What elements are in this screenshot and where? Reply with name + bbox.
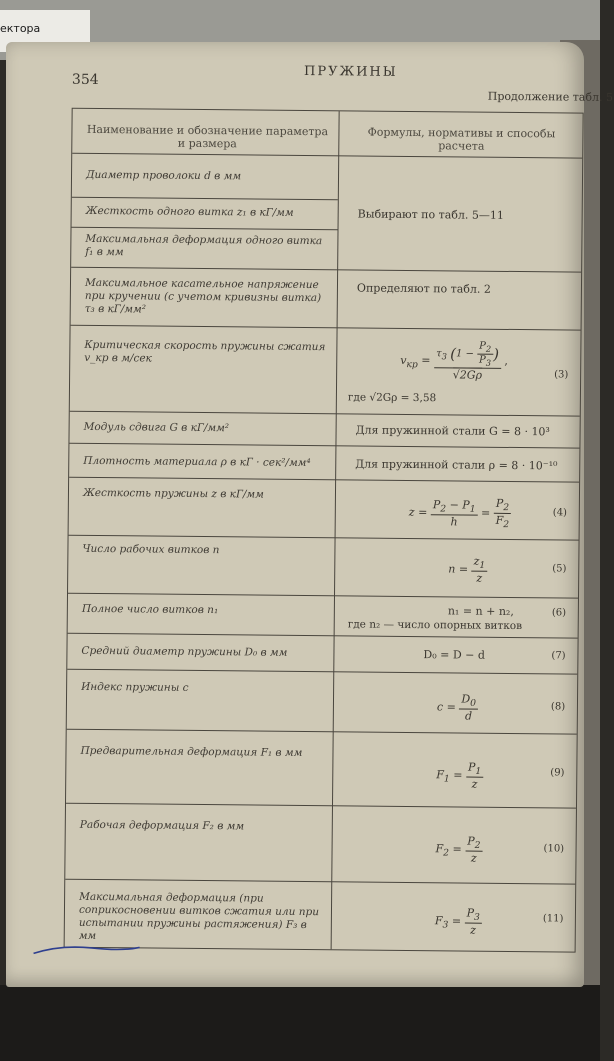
param-working-coils: Число рабочих витков n bbox=[82, 542, 220, 557]
spring-parameters-table bbox=[64, 108, 584, 953]
param-total-coils: Полное число витков n₁ bbox=[81, 602, 219, 617]
formula-spring-index: c = $\frac{D_0}{d}$ bbox=[437, 692, 478, 723]
param-shear-modulus: Модуль сдвига G в кГ/мм² bbox=[83, 420, 230, 435]
row-divider bbox=[68, 593, 578, 599]
formula-spring-stiffness: z = $\frac{P_2 - P_1}{h}$ = $\frac{P_2}{F_2}$ bbox=[409, 496, 512, 530]
column-header-parameter: Наименование и обозначение параметра и размера bbox=[86, 122, 329, 151]
scrap-text: ектора bbox=[0, 22, 41, 35]
formula-preload-deformation: $F_1$ = $\frac{P_1}{z}$ bbox=[436, 760, 483, 791]
row-divider bbox=[69, 443, 579, 449]
column-header-formulas: Формулы, нормативы и способы расчета bbox=[367, 125, 556, 153]
formula-select-from-table: Выбирают по табл. 5—11 bbox=[357, 207, 504, 222]
equation-number: (8) bbox=[550, 701, 566, 713]
formula-total-coils: n₁ = n + n₂, bbox=[447, 604, 514, 619]
param-material-density: Плотность материала ρ в кГ · сек²/мм⁴ bbox=[83, 454, 311, 470]
page-content bbox=[1, 39, 614, 990]
row-divider bbox=[66, 803, 576, 809]
row-divider bbox=[72, 197, 338, 201]
row-divider bbox=[68, 633, 578, 639]
equation-number: (6) bbox=[551, 607, 567, 619]
row-divider bbox=[67, 669, 577, 675]
equation-number: (4) bbox=[552, 507, 568, 519]
equation-number: (11) bbox=[542, 913, 564, 925]
running-title: ПРУЖИНЫ bbox=[303, 63, 398, 80]
equation-number: (9) bbox=[550, 767, 565, 779]
formula-material-density: Для пружинной стали ρ = 8 · 10⁻¹⁰ bbox=[355, 457, 558, 473]
book-page bbox=[6, 42, 614, 987]
param-spring-stiffness: Жесткость пружины z в кГ/мм bbox=[82, 486, 264, 501]
param-max-coil-deformation: Максимальная деформация одного витка f₁ в мм bbox=[85, 232, 323, 259]
ink-pen-mark bbox=[32, 939, 142, 960]
row-divider bbox=[72, 153, 582, 159]
param-max-shear-stress: Максимальное касательное напряжение при кручении (с учетом кривизны витка) τ₃ в кГ/мм² bbox=[84, 276, 322, 316]
total-coils-note: где n₂ — число опорных витков bbox=[347, 618, 523, 633]
row-divider bbox=[69, 477, 579, 483]
param-spring-index: Индекс пружины c bbox=[81, 680, 189, 694]
row-divider bbox=[65, 879, 575, 885]
param-mean-diameter: Средний диаметр пружины D₀ в мм bbox=[81, 644, 288, 659]
formula-critical-speed: $v_{кр}$ = $\tau_3$ (1 − $\frac{P_2}{P_3}$ ) √2Gρ , bbox=[400, 340, 509, 382]
param-critical-speed: Критическая скорость пружины сжатия v_кр в м/сек bbox=[84, 338, 326, 365]
equation-number: (7) bbox=[551, 650, 566, 662]
column-divider bbox=[331, 111, 340, 949]
row-divider bbox=[71, 325, 581, 331]
desk-surface bbox=[0, 985, 600, 1061]
page-number: 354 bbox=[71, 71, 99, 88]
formula-shear-stress: Определяют по табл. 2 bbox=[356, 281, 491, 296]
equation-number: (10) bbox=[543, 843, 565, 855]
formula-shear-modulus: Для пружинной стали G = 8 · 10³ bbox=[355, 423, 550, 439]
row-divider bbox=[70, 411, 580, 417]
formula-working-deformation: $F_2$ = $\frac{P_2}{z}$ bbox=[435, 834, 482, 865]
continuation-note: Продолжение табл. 5 bbox=[487, 89, 614, 104]
formula-max-deformation: $F_3$ = $\frac{P_3}{z}$ bbox=[435, 906, 482, 937]
param-coil-stiffness: Жесткость одного витка z₁ в кГ/мм bbox=[85, 204, 294, 219]
formula-mean-diameter: D₀ = D − d bbox=[423, 648, 486, 662]
param-max-deformation: Максимальная деформация (при соприкосновении витков сжатия или при испытании пружины растяжения) F₃ в мм bbox=[78, 890, 320, 943]
param-preload-deformation: Предварительная деформация F₁ в мм bbox=[80, 744, 303, 759]
row-divider bbox=[71, 267, 581, 273]
equation-number: (3) bbox=[554, 369, 569, 381]
row-divider bbox=[67, 729, 577, 735]
formula-working-coils: n = $\frac{z_1}{z}$ bbox=[448, 554, 487, 585]
param-working-deformation: Рабочая деформация F₂ в мм bbox=[79, 818, 245, 833]
equation-number: (5) bbox=[552, 563, 567, 575]
row-divider bbox=[69, 535, 579, 541]
row-divider bbox=[72, 227, 338, 231]
param-wire-diameter: Диаметр проволоки d в мм bbox=[85, 168, 242, 183]
critical-speed-note: где √2Gρ = 3,58 bbox=[347, 391, 437, 405]
